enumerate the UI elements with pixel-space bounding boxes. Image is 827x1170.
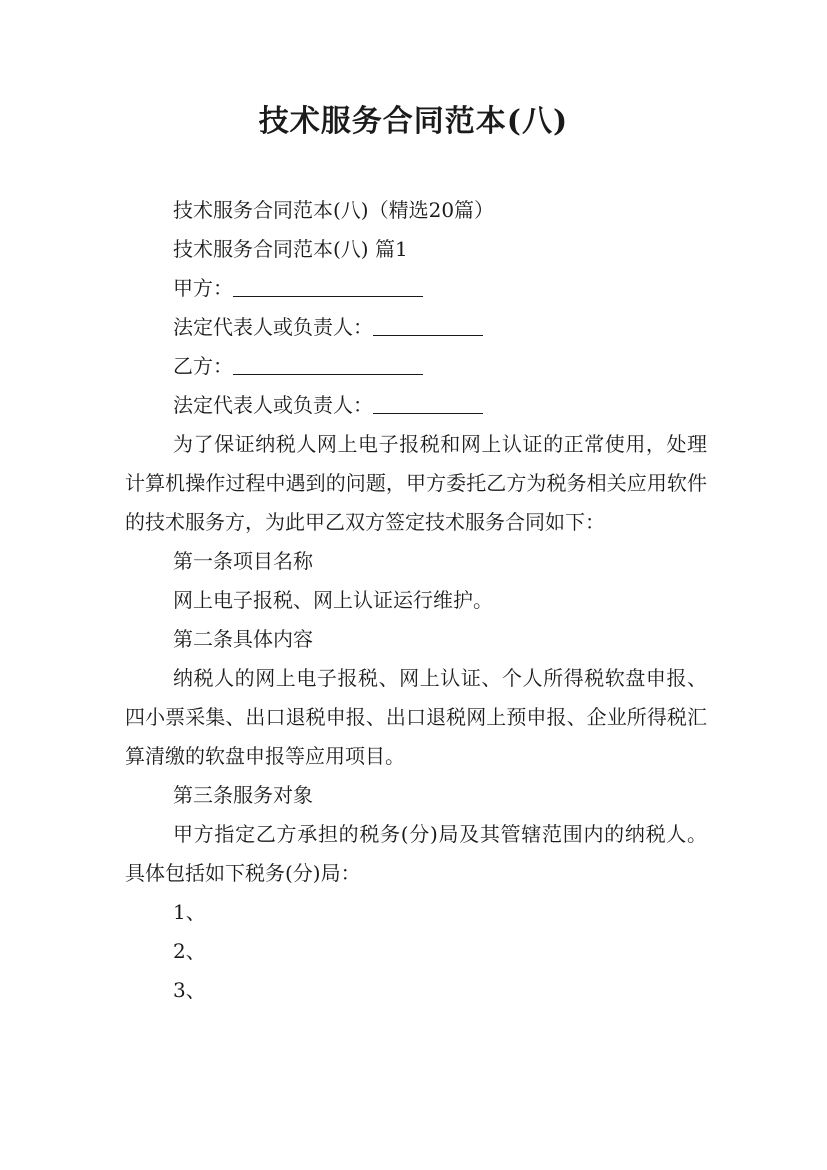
party-b-rep-label: 法定代表人或负责人： — [173, 393, 373, 417]
party-a-blank — [233, 276, 423, 297]
article1-heading: 第一条项目名称 — [173, 549, 313, 573]
article2-text: 纳税人的网上电子报税、网上认证、个人所得税软盘申报、四小票采集、出口退税申报、出口退税网上预申报、企业所得税汇算清缴的软盘申报等应用项目。 — [125, 666, 707, 768]
list-item: 1、 — [173, 900, 206, 924]
party-a-rep-line — [125, 308, 707, 347]
list-item: 2、 — [173, 939, 206, 963]
party-a-line — [125, 269, 707, 308]
section-heading: 技术服务合同范本(八) 篇1 — [173, 237, 408, 261]
intro-paragraph: 为了保证纳税人网上电子报税和网上认证的正常使用，处理计算机操作过程中遇到的问题，甲方委托乙方为税务相关应用软件的技术服务方，为此甲乙双方签定技术服务合同如下： — [125, 432, 707, 534]
party-b-blank — [233, 354, 423, 375]
list-item: 3、 — [173, 978, 206, 1002]
document-title: 技术服务合同范本(八) — [258, 104, 569, 139]
party-a-rep-label: 法定代表人或负责人： — [173, 315, 373, 339]
document-subtitle: 技术服务合同范本(八)（精选20篇） — [173, 198, 495, 222]
document-body — [125, 191, 707, 1010]
party-b-label: 乙方： — [173, 354, 233, 378]
party-a-label: 甲方： — [173, 276, 233, 300]
article2-heading: 第二条具体内容 — [173, 627, 313, 651]
article3-heading: 第三条服务对象 — [173, 783, 313, 807]
party-b-rep-blank — [373, 393, 483, 414]
party-a-rep-blank — [373, 315, 483, 336]
article1-text: 网上电子报税、网上认证运行维护。 — [173, 588, 493, 612]
party-b-line — [125, 347, 707, 386]
party-b-rep-line — [125, 386, 707, 425]
article3-text: 甲方指定乙方承担的税务(分)局及其管辖范围内的纳税人。具体包括如下税务(分)局： — [125, 822, 707, 885]
